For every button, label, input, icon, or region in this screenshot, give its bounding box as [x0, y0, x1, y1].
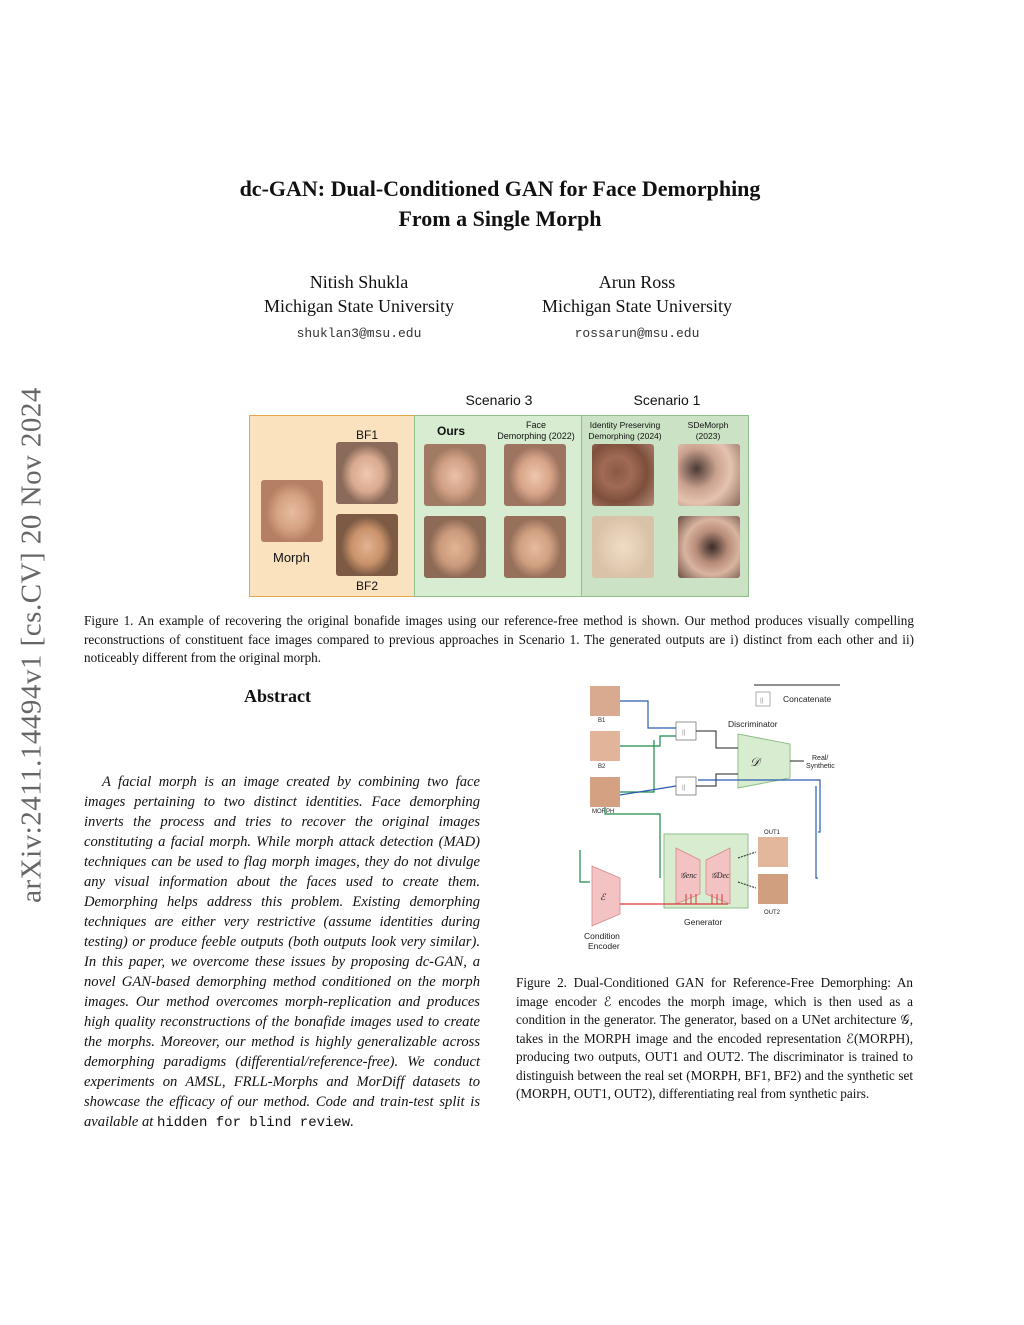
paper-title: [150, 174, 850, 234]
out1-face-image: [758, 837, 788, 867]
b1-face-image: [590, 686, 620, 716]
abstract-body: A facial morph is an image created by combining two face images pertaining to two distinct identities. Face demorphing inverts the process and tries to recover the original images constituting a facial morph. While morph attack detection (MAD) techniques can be used to flag morph images, they do not divulge any visual information about the faces used to create them. Demorphing helps address this problem. Existing demorphing techniques are either very restrictive (assume identities during testing) or produce feeble outputs (both outputs look very similar). In this paper, we overcome these issues by proposing dc-GAN, a novel GAN-based demorphing method conditioned on the morph images. Our method overcomes morph-replication and produces high quality reconstructions of the bonafide images used to create the morphs. Moreover, our method is highly generalizable across demorphing paradigms (differential/reference-free). We conduct experiments on AMSL, FRLL-Morphs and MorDiff datasets to showcase the efficacy of our method. Code and train-test split is available at: [84, 774, 480, 1130]
real-synthetic-line-2: Synthetic: [806, 763, 835, 770]
identity-preserving-output-1-image: [592, 444, 654, 506]
out2-feedback: [816, 786, 818, 878]
arxiv-side-label: [2, 345, 62, 945]
out2-face-image: [758, 874, 788, 904]
scenario-3-panel: [414, 415, 582, 597]
figure-2: [578, 682, 918, 952]
condition-encoder-block: [592, 866, 620, 926]
scenario-1-panel: [581, 415, 749, 597]
b2-label: B2: [598, 764, 606, 770]
title-line-2: From a Single Morph: [398, 206, 602, 231]
sdemorph-line-1: SDeMorph: [687, 420, 729, 430]
author-name: Nitish Shukla: [309, 272, 409, 292]
concat-legend-label: Concatenate: [783, 694, 832, 704]
face-demorphing-output-2-image: [504, 516, 566, 578]
sdemorph-output-1-image: [678, 444, 740, 506]
concat-node-real-symbol: ||: [682, 730, 686, 736]
identity-preserving-label: [582, 420, 668, 442]
sdemorph-output-2-image: [678, 516, 740, 578]
morph-label: Morph: [273, 550, 310, 565]
face-demorphing-output-1-image: [504, 444, 566, 506]
figure-1: [248, 392, 748, 598]
morph-label: MORPH: [592, 809, 615, 815]
identity-preserving-output-2-image: [592, 516, 654, 578]
morph-face-image: [261, 480, 323, 542]
b2-face-image: [590, 731, 620, 761]
author-block-1: [229, 270, 489, 346]
arxiv-identifier: arXiv:2411.14494v1 [cs.CV] 20 Nov 2024: [15, 387, 48, 903]
ours-label: Ours: [437, 424, 466, 438]
identity-preserving-line-2: Demorphing (2024): [588, 431, 662, 441]
concat-node-synthetic: [676, 777, 696, 795]
condition-encoder-line-1: Condition: [584, 931, 620, 941]
concat-node-synthetic-symbol: ||: [682, 785, 686, 791]
out1-feedback: [698, 780, 820, 832]
generator-decoder-label: 𝒢Dec: [711, 871, 730, 880]
generator-label: Generator: [684, 917, 723, 927]
concat-legend-symbol: ||: [760, 698, 764, 704]
title-line-1: dc-GAN: Dual-Conditioned GAN for Face Demorphing: [239, 176, 761, 201]
bf1-face-image: [336, 442, 398, 504]
out1-label: OUT1: [764, 830, 781, 836]
morph-to-real-concat: [620, 740, 654, 792]
face-demorphing-line-2: Demorphing (2022): [497, 431, 575, 441]
scenario-3-label: Scenario 3: [465, 392, 533, 408]
bf2-face-image: [336, 514, 398, 576]
author-affiliation: Michigan State University: [264, 296, 454, 316]
morph-face-image: [590, 777, 620, 807]
face-demorphing-label: [491, 420, 581, 442]
bf2-label: BF2: [356, 579, 379, 593]
discriminator-label: Discriminator: [728, 719, 778, 729]
morph-to-generator: [605, 807, 660, 878]
architecture-diagram: [578, 682, 918, 952]
author-block-2: [507, 270, 767, 346]
abstract-end: .: [350, 1114, 354, 1130]
face-demorphing-line-1: Face: [525, 420, 546, 430]
morph-to-encoder: [580, 850, 590, 882]
figure-2-caption: Figure 2. Dual-Conditioned GAN for Reference-Free Demorphing: An image encoder ℰ encodes the morph image, which is then used as a condition in the generator. The generator, based on a UNet architecture 𝒢, takes in the MORPH image and the encoded representation ℰ(MORPH), producing two outputs, OUT1 and OUT2. The discriminator is trained to distinguish between the real set (MORPH, BF1, BF2) and the synthetic set (MORPH, OUT1, OUT2), differentiating real from synthetic pairs.: [516, 975, 913, 1101]
ours-output-1-image: [424, 444, 486, 506]
b2-connection: [620, 736, 676, 746]
sdemorph-line-2: (2023): [695, 431, 721, 441]
author-email[interactable]: rossarun@msu.edu: [574, 326, 700, 341]
abstract-heading: Abstract: [244, 686, 311, 706]
real-synthetic-line-1: Real/: [812, 755, 829, 762]
bf1-label: BF1: [356, 428, 379, 442]
figure-1-caption: Figure 1. An example of recovering the original bonafide images using our reference-free method is shown. Our method produces visually compelling reconstructions of constituent face images compared to previous approaches in Scenario 1. The generated outputs are i) distinct from each other and ii) noticeably different from the original morph.: [84, 613, 914, 665]
discriminator-symbol: 𝒟: [750, 755, 760, 769]
ours-output-2-image: [424, 516, 486, 578]
b1-label: B1: [598, 718, 606, 724]
condition-encoder-symbol: ℰ: [600, 892, 606, 902]
sdemorph-label: [668, 420, 748, 442]
author-name: Arun Ross: [598, 272, 676, 292]
morph-to-synthetic-concat: [620, 786, 676, 795]
condition-encoder-line-2: Encoder: [588, 941, 620, 951]
concat-node-real: [676, 722, 696, 740]
generator-encoder-label: 𝒢enc: [680, 871, 697, 880]
input-panel: [249, 415, 415, 597]
real-concat-to-discriminator: [696, 731, 738, 748]
code-link[interactable]: hidden for blind review: [156, 1115, 351, 1131]
b1-connection: [620, 701, 676, 728]
author-email[interactable]: shuklan3@msu.edu: [296, 326, 422, 341]
out2-label: OUT2: [764, 910, 781, 916]
author-affiliation: Michigan State University: [542, 296, 732, 316]
abstract-text: [84, 772, 480, 1133]
scenario-1-label: Scenario 1: [633, 392, 701, 408]
identity-preserving-line-1: Identity Preserving: [589, 420, 661, 430]
